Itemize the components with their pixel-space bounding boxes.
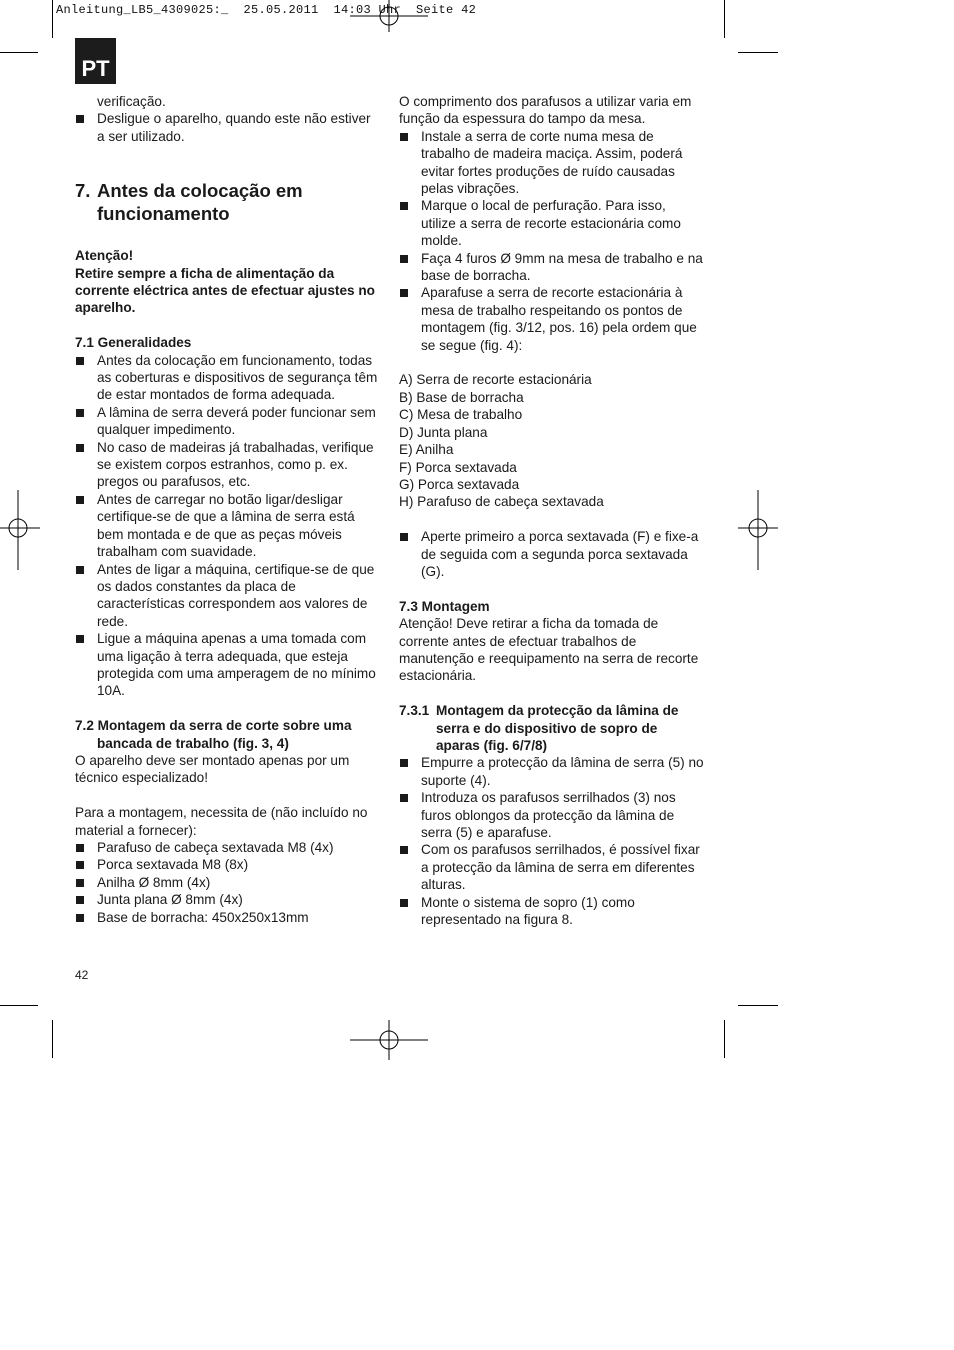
subsection-heading: 7.2 Montagem da serra de corte sobre uma bancada de trabalho (fig. 3, 4) xyxy=(75,718,352,751)
warning-text: Retire sempre a ficha de alimentação da corrente eléctrica antes de efectuar ajustes no aparelho. xyxy=(75,265,375,316)
registration-mark-left xyxy=(0,490,40,570)
list-item: A lâmina de serra deverá poder funcionar sem qualquer impedimento. xyxy=(75,404,380,439)
warning-title: Atenção! xyxy=(75,248,134,264)
parts-list-item: B) Base de borracha xyxy=(399,389,524,405)
list-item: Ligue a máquina apenas a uma tomada com uma ligação à terra adequada, que esteja protegida com uma amperagem de no mínimo 10A. xyxy=(75,630,380,700)
subsection-heading: 7.3 Montagem xyxy=(399,598,490,614)
list-item: Aparafuse a serra de recorte estacionária à mesa de trabalho respeitando os pontos de montagem (fig. 3/12, pos. 16) pela ordem que se segue (fig. 4): xyxy=(399,284,704,354)
continued-text: verificação. xyxy=(97,94,166,109)
list-item: Anilha Ø 8mm (4x) xyxy=(75,874,380,891)
right-column xyxy=(399,93,704,928)
list-item: Antes de carregar no botão ligar/desligar certifique-se de que a lâmina de serra está bem montada e de que as peças móveis trabalham com suavidade. xyxy=(75,491,380,561)
parts-list-item: H) Parafuso de cabeça sextavada xyxy=(399,494,604,510)
list-item: Antes de ligar a máquina, certifique-se de que os dados constantes da placa de características correspondem aos valores de rede. xyxy=(75,561,380,631)
list-item: Marque o local de perfuração. Para isso, utilize a serra de recorte estacionária como molde. xyxy=(399,197,704,249)
list-item: Desligue o aparelho, quando este não estiver a ser utilizado. xyxy=(75,110,380,145)
list-item: Instale a serra de corte numa mesa de trabalho de madeira maciça. Assim, poderá evitar fortes produções de ruído causadas pelas vibrações. xyxy=(399,128,704,198)
registration-mark-top xyxy=(350,0,428,32)
list-item: Com os parafusos serrilhados, é possível fixar a protecção da lâmina de serra em diferentes alturas. xyxy=(399,841,704,893)
parts-list-item: C) Mesa de trabalho xyxy=(399,407,523,423)
parts-list-item: G) Porca sextavada xyxy=(399,476,520,492)
registration-mark-right xyxy=(738,490,778,570)
page-number: 42 xyxy=(75,968,89,982)
list-item: Monte o sistema de sopro (1) como representado na figura 8. xyxy=(399,894,704,929)
parts-list-item: A) Serra de recorte estacionária xyxy=(399,372,592,388)
list-item: Parafuso de cabeça sextavada M8 (4x) xyxy=(75,839,380,856)
list-item: No caso de madeiras já trabalhadas, verifique se existem corpos estranhos, como p. ex. pregos ou parafusos, etc. xyxy=(75,439,380,491)
list-item: Faça 4 furos Ø 9mm na mesa de trabalho e na base de borracha. xyxy=(399,250,704,285)
subsubsection-heading: 7.3.1 Montagem da protecção da lâmina de serra e do dispositivo de sopro de aparas (fig. 6/7/8) xyxy=(399,703,679,753)
paragraph: Atenção! Deve retirar a ficha da tomada de corrente antes de efectuar trabalhos de manutenção e reequipamento na serra de recorte estacionária. xyxy=(399,616,699,684)
registration-mark-bottom xyxy=(350,1020,428,1060)
paragraph: O comprimento dos parafusos a utilizar varia em função da espessura do tampo da mesa. xyxy=(399,94,692,127)
list-item: Aperte primeiro a porca sextavada (F) e fixe-a de seguida com a segunda porca sextavada (G). xyxy=(399,528,704,580)
parts-list-item: D) Junta plana xyxy=(399,424,488,440)
list-item: Junta plana Ø 8mm (4x) xyxy=(75,891,380,908)
subsection-heading: 7.1 Generalidades xyxy=(75,335,192,351)
language-tag: PT xyxy=(75,38,116,84)
parts-list-item: F) Porca sextavada xyxy=(399,459,517,475)
list-item: Antes da colocação em funcionamento, todas as coberturas e dispositivos de segurança têm de estar montados de forma adequada. xyxy=(75,352,380,404)
left-column xyxy=(75,93,380,926)
list-item: Base de borracha: 450x250x13mm xyxy=(75,909,380,926)
paragraph: O aparelho deve ser montado apenas por um técnico especializado! xyxy=(75,752,350,786)
section-heading: 7. Antes da colocação em funcionamento xyxy=(75,180,303,225)
paragraph: Para a montagem, necessita de (não incluído no material a fornecer): xyxy=(75,805,368,838)
list-item: Porca sextavada M8 (8x) xyxy=(75,856,380,873)
parts-list-item: E) Anilha xyxy=(399,442,454,458)
print-slug: Anleitung_LB5_4309025:_ 25.05.2011 14:03 Uhr Seite 42 xyxy=(56,3,477,17)
list-item: Introduza os parafusos serrilhados (3) nos furos oblongos da protecção da lâmina de serra (5) e aparafuse. xyxy=(399,789,704,841)
list-item: Empurre a protecção da lâmina de serra (5) no suporte (4). xyxy=(399,754,704,789)
